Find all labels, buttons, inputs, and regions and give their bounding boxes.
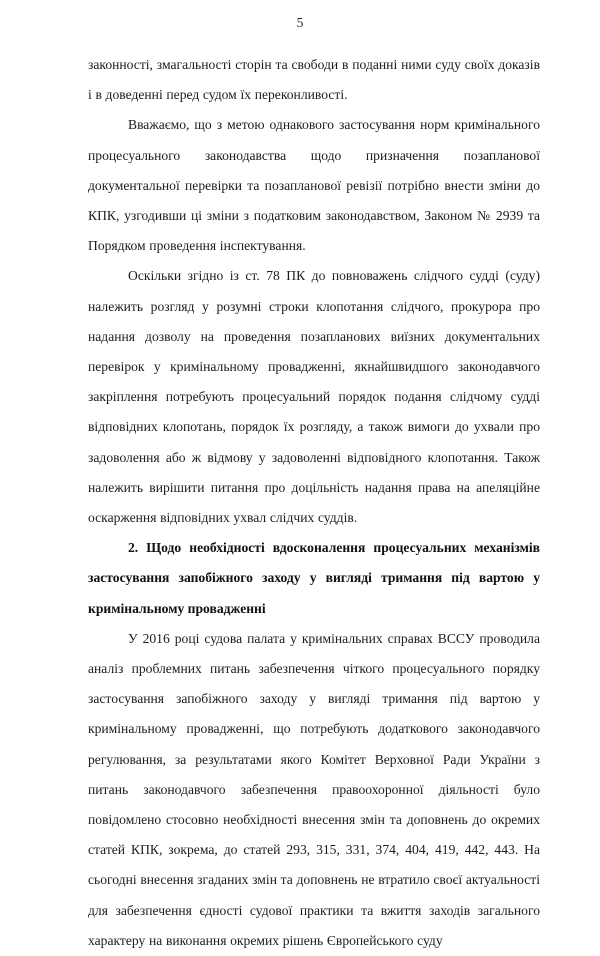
page-number: 5 (296, 15, 304, 30)
heading-section-2: 2. Щодо необхідності вдосконалення процесуальних механізмів застосування запобіжного заходу у вигляді тримання під вартою у кримінальному провадженні (88, 540, 540, 616)
document-body (88, 50, 540, 956)
paragraph-2016-analysis: У 2016 році судова палата у кримінальних справах ВССУ проводила аналіз проблемних питань забезпечення чіткого процесуального порядку застосування запобіжного заходу у вигляді тримання під вартою у кримінальному провадженні, що потребують додаткового законодавчого регулювання, за результатами якого Комітет Верховної Ради України з питань законодавчого забезпечення правоохоронної діяльності було повідомлено стосовно необхідності внесення змін та доповнень до окремих статей КПК, зокрема, до статей 293, 315, 331, 374, 404, 419, 442, 443. На сьогодні внесення згаданих змін та доповнень не втратило своєї актуальності для забезпечення єдності судової практики та вжиття заходів загального характеру на виконання окремих рішень Європейського суду (88, 630, 540, 948)
paragraph-investigating-judge-powers: Оскільки згідно із ст. 78 ПК до повноважень слідчого судді (суду) належить розгляд у розумні строки клопотання слідчого, прокурора про надання дозволу на проведення позапланових виїзних документальних перевірок у кримінальному провадженні, якнайшвидшого законодавчого закріплення потребують процесуальний порядок подання слідчому судді відповідних клопотань, порядок їх розгляду, а також вимоги до ухвали про задоволення або ж відмову у задоволенні відповідного клопотання. Також належить вирішити питання про доцільність надання права на апеляційне оскарження відповідних ухвал слідчих суддів. (88, 268, 540, 526)
paragraph-uniform-application: Вважаємо, що з метою однакового застосування норм кримінального процесуального законодавства щодо призначення позапланової документальної перевірки та позапланової ревізії потрібно внести зміни до КПК, узгодивши ці зміни з податковим законодавством, Законом № 2939 та Порядком проведення інспектування. (88, 117, 540, 254)
paragraph-law-principles: законності, змагальності сторін та свободи в поданні ними суду своїх доказів і в доведенні перед судом їх переконливості. (88, 57, 540, 103)
